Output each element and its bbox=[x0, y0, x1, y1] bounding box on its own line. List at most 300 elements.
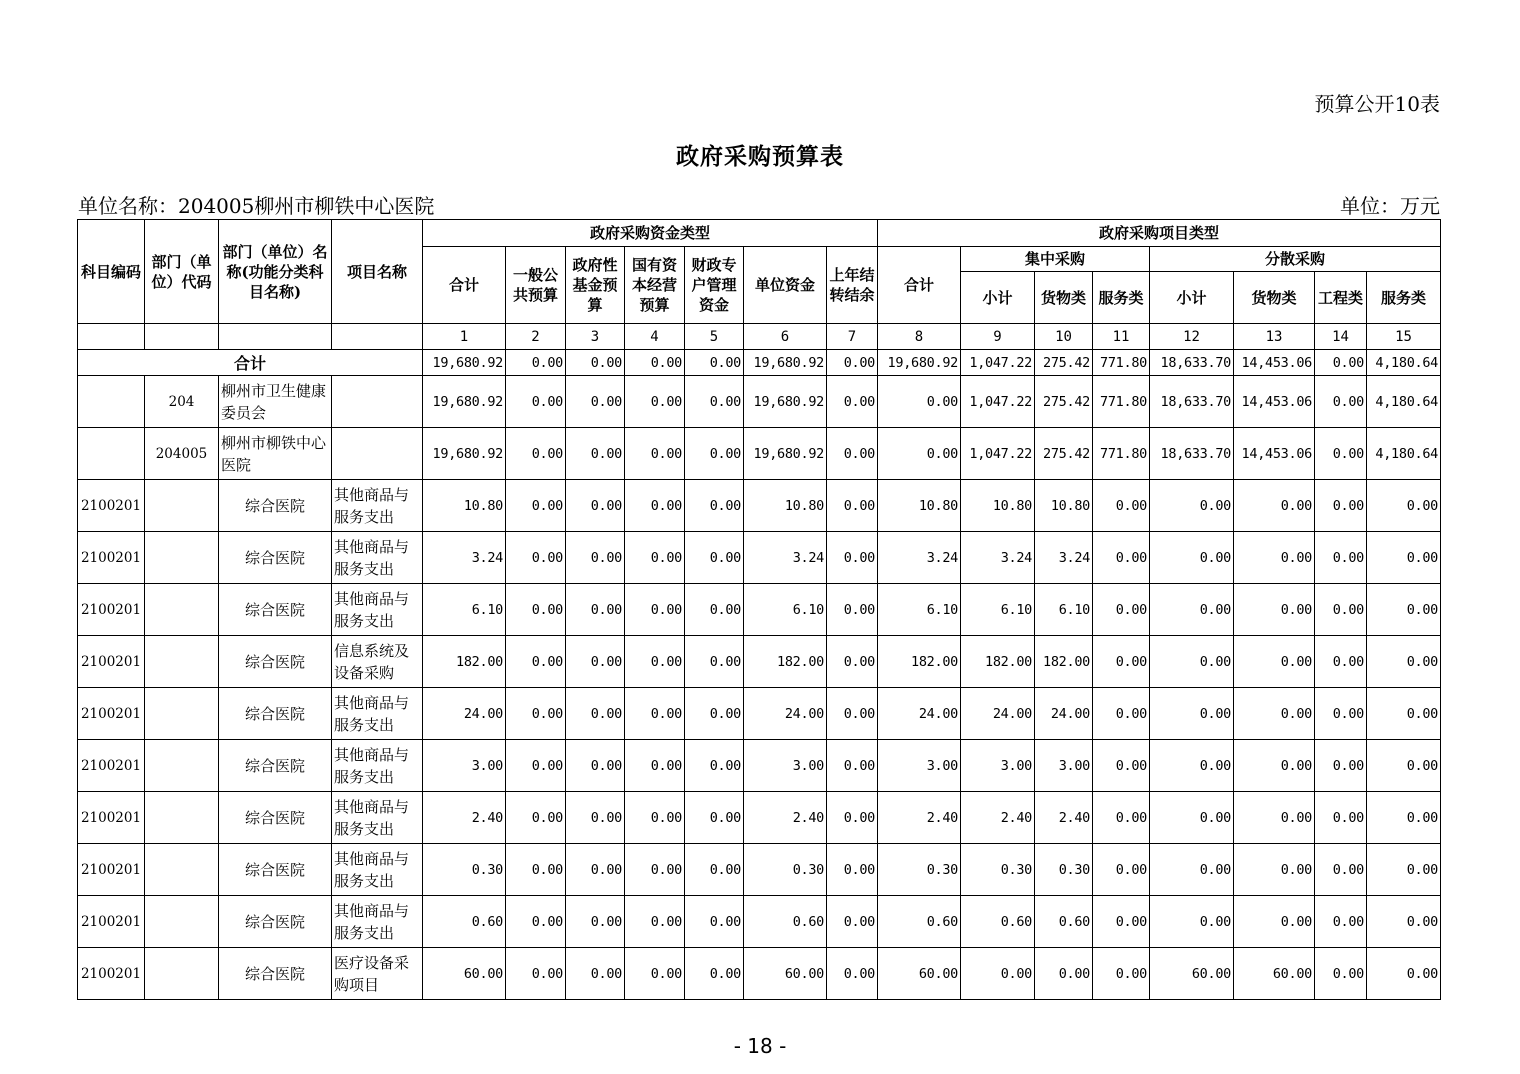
column-number: 15 bbox=[1367, 324, 1441, 350]
value-cell: 0.00 bbox=[1367, 792, 1441, 844]
project-name-cell bbox=[332, 428, 423, 480]
header-central-services: 服务类 bbox=[1093, 272, 1150, 324]
value-cell: 24.00 bbox=[423, 688, 506, 740]
value-cell: 0.00 bbox=[566, 532, 625, 584]
total-value: 1,047.22 bbox=[961, 350, 1035, 376]
value-cell: 0.00 bbox=[1093, 948, 1150, 1000]
value-cell: 19,680.92 bbox=[423, 376, 506, 428]
value-cell: 0.00 bbox=[1315, 376, 1367, 428]
table-row bbox=[78, 740, 1441, 792]
value-cell: 0.00 bbox=[878, 376, 961, 428]
value-cell: 0.00 bbox=[1234, 584, 1315, 636]
value-cell: 0.00 bbox=[961, 948, 1035, 1000]
value-cell: 0.00 bbox=[1367, 948, 1441, 1000]
dept-name-cell: 柳州市卫生健康委员会 bbox=[219, 376, 332, 428]
value-cell: 0.00 bbox=[1315, 688, 1367, 740]
header-dispersed-procurement: 分散采购 bbox=[1150, 247, 1441, 272]
value-cell: 3.00 bbox=[1035, 740, 1093, 792]
header-project-name: 项目名称 bbox=[332, 220, 423, 324]
subject-code-cell: 2100201 bbox=[78, 480, 145, 532]
value-cell: 0.00 bbox=[506, 688, 566, 740]
header-general-budget: 一般公共预算 bbox=[506, 247, 566, 324]
subject-code-cell: 2100201 bbox=[78, 792, 145, 844]
subject-code-cell: 2100201 bbox=[78, 740, 145, 792]
value-cell: 0.00 bbox=[506, 948, 566, 1000]
value-cell: 0.00 bbox=[685, 740, 744, 792]
value-cell: 1,047.22 bbox=[961, 376, 1035, 428]
total-value: 0.00 bbox=[685, 350, 744, 376]
value-cell: 0.00 bbox=[1150, 792, 1234, 844]
value-cell: 0.00 bbox=[827, 532, 878, 584]
column-number: 14 bbox=[1315, 324, 1367, 350]
value-cell: 0.00 bbox=[1234, 688, 1315, 740]
table-row bbox=[78, 896, 1441, 948]
value-cell: 0.00 bbox=[1367, 532, 1441, 584]
value-cell: 24.00 bbox=[744, 688, 827, 740]
value-cell: 2.40 bbox=[961, 792, 1035, 844]
column-number: 2 bbox=[506, 324, 566, 350]
column-number: 4 bbox=[625, 324, 685, 350]
value-cell: 0.00 bbox=[827, 896, 878, 948]
value-cell: 6.10 bbox=[961, 584, 1035, 636]
dept-name-cell: 综合医院 bbox=[219, 688, 332, 740]
value-cell: 0.00 bbox=[827, 740, 878, 792]
project-name-cell: 其他商品与服务支出 bbox=[332, 688, 423, 740]
project-name-cell: 其他商品与服务支出 bbox=[332, 740, 423, 792]
unit-name: 单位名称：204005柳州市柳铁中心医院 bbox=[78, 194, 435, 218]
value-cell: 0.00 bbox=[685, 376, 744, 428]
value-cell: 6.10 bbox=[423, 584, 506, 636]
value-cell: 0.00 bbox=[566, 844, 625, 896]
header-project-type-group: 政府采购项目类型 bbox=[878, 220, 1441, 247]
value-cell: 3.24 bbox=[878, 532, 961, 584]
page-number: - 18 - bbox=[733, 1034, 787, 1058]
column-number: 5 bbox=[685, 324, 744, 350]
value-cell: 0.00 bbox=[625, 688, 685, 740]
dept-code-cell bbox=[145, 740, 219, 792]
value-cell: 0.00 bbox=[685, 688, 744, 740]
value-cell: 0.60 bbox=[1035, 896, 1093, 948]
dept-code-cell bbox=[145, 792, 219, 844]
value-cell: 0.00 bbox=[1315, 636, 1367, 688]
value-cell: 0.00 bbox=[1367, 844, 1441, 896]
dept-name-cell: 综合医院 bbox=[219, 948, 332, 1000]
value-cell: 0.00 bbox=[1150, 740, 1234, 792]
value-cell: 0.00 bbox=[1315, 844, 1367, 896]
value-cell: 0.00 bbox=[1150, 584, 1234, 636]
value-cell: 6.10 bbox=[878, 584, 961, 636]
value-cell: 0.00 bbox=[1234, 480, 1315, 532]
dept-code-cell bbox=[145, 480, 219, 532]
dept-code-cell bbox=[145, 636, 219, 688]
subject-code-cell: 2100201 bbox=[78, 896, 145, 948]
value-cell: 0.00 bbox=[1093, 636, 1150, 688]
value-cell: 3.00 bbox=[744, 740, 827, 792]
value-cell: 0.00 bbox=[685, 480, 744, 532]
header-dispersed-subtotal: 小计 bbox=[1150, 272, 1234, 324]
value-cell: 0.00 bbox=[506, 896, 566, 948]
value-cell: 18,633.70 bbox=[1150, 428, 1234, 480]
value-cell: 771.80 bbox=[1093, 428, 1150, 480]
value-cell: 0.00 bbox=[1315, 740, 1367, 792]
header-carryover: 上年结转结余 bbox=[827, 247, 878, 324]
column-number: 13 bbox=[1234, 324, 1315, 350]
value-cell: 0.00 bbox=[827, 792, 878, 844]
dept-code-cell bbox=[145, 896, 219, 948]
value-cell: 0.00 bbox=[1367, 688, 1441, 740]
value-cell: 0.00 bbox=[566, 948, 625, 1000]
value-cell: 0.00 bbox=[566, 584, 625, 636]
value-cell: 10.80 bbox=[423, 480, 506, 532]
dept-name-cell: 综合医院 bbox=[219, 584, 332, 636]
total-value: 19,680.92 bbox=[744, 350, 827, 376]
value-cell: 0.00 bbox=[625, 532, 685, 584]
value-cell: 3.24 bbox=[1035, 532, 1093, 584]
dept-code-cell: 204005 bbox=[145, 428, 219, 480]
value-cell: 3.24 bbox=[423, 532, 506, 584]
value-cell: 0.00 bbox=[1315, 532, 1367, 584]
value-cell: 0.00 bbox=[1315, 428, 1367, 480]
header-dispersed-goods: 货物类 bbox=[1234, 272, 1315, 324]
total-value: 19,680.92 bbox=[878, 350, 961, 376]
value-cell: 0.00 bbox=[566, 688, 625, 740]
table-row bbox=[78, 480, 1441, 532]
project-name-cell: 其他商品与服务支出 bbox=[332, 532, 423, 584]
project-name-cell: 其他商品与服务支出 bbox=[332, 896, 423, 948]
value-cell: 0.00 bbox=[1093, 584, 1150, 636]
dept-name-cell: 综合医院 bbox=[219, 740, 332, 792]
header-central-subtotal: 小计 bbox=[961, 272, 1035, 324]
value-cell: 0.00 bbox=[625, 428, 685, 480]
value-cell: 0.00 bbox=[1150, 844, 1234, 896]
value-cell: 0.00 bbox=[1093, 688, 1150, 740]
value-cell: 0.30 bbox=[961, 844, 1035, 896]
header-subject-code: 科目编码 bbox=[78, 220, 145, 324]
value-cell: 0.00 bbox=[1315, 584, 1367, 636]
value-cell: 60.00 bbox=[1150, 948, 1234, 1000]
value-cell: 0.00 bbox=[1150, 896, 1234, 948]
value-cell: 60.00 bbox=[878, 948, 961, 1000]
value-cell: 0.00 bbox=[625, 376, 685, 428]
table-row bbox=[78, 792, 1441, 844]
value-cell: 0.00 bbox=[1315, 480, 1367, 532]
subject-code-cell: 2100201 bbox=[78, 584, 145, 636]
value-cell: 2.40 bbox=[744, 792, 827, 844]
value-cell: 182.00 bbox=[744, 636, 827, 688]
value-cell: 0.00 bbox=[1150, 636, 1234, 688]
value-cell: 0.00 bbox=[506, 636, 566, 688]
value-cell: 0.00 bbox=[1234, 636, 1315, 688]
value-cell: 3.00 bbox=[961, 740, 1035, 792]
value-cell: 0.00 bbox=[625, 948, 685, 1000]
value-cell: 0.00 bbox=[1367, 896, 1441, 948]
value-cell: 0.00 bbox=[566, 428, 625, 480]
value-cell: 0.00 bbox=[1093, 792, 1150, 844]
column-number-row bbox=[78, 324, 1441, 350]
value-cell: 0.00 bbox=[827, 584, 878, 636]
dept-code-cell bbox=[145, 584, 219, 636]
value-cell: 0.00 bbox=[1315, 792, 1367, 844]
value-cell: 0.00 bbox=[566, 636, 625, 688]
subject-code-cell: 2100201 bbox=[78, 636, 145, 688]
project-name-cell bbox=[332, 376, 423, 428]
value-cell: 0.00 bbox=[1315, 896, 1367, 948]
value-cell: 0.00 bbox=[625, 896, 685, 948]
value-cell: 0.00 bbox=[1150, 480, 1234, 532]
dept-code-cell bbox=[145, 948, 219, 1000]
value-cell: 0.00 bbox=[566, 896, 625, 948]
table-row bbox=[78, 428, 1441, 480]
value-cell: 0.00 bbox=[506, 480, 566, 532]
column-number: 1 bbox=[423, 324, 506, 350]
value-cell: 182.00 bbox=[878, 636, 961, 688]
value-cell: 0.00 bbox=[827, 948, 878, 1000]
value-cell: 24.00 bbox=[1035, 688, 1093, 740]
header-project-total: 合计 bbox=[878, 247, 961, 324]
value-cell: 0.00 bbox=[1234, 844, 1315, 896]
dept-name-cell: 综合医院 bbox=[219, 896, 332, 948]
value-cell: 10.80 bbox=[1035, 480, 1093, 532]
value-cell: 6.10 bbox=[1035, 584, 1093, 636]
total-value: 4,180.64 bbox=[1367, 350, 1441, 376]
column-number: 6 bbox=[744, 324, 827, 350]
value-cell: 0.00 bbox=[506, 532, 566, 584]
header-gov-fund-budget: 政府性基金预算 bbox=[566, 247, 625, 324]
value-cell: 19,680.92 bbox=[744, 376, 827, 428]
total-value: 19,680.92 bbox=[423, 350, 506, 376]
value-cell: 0.00 bbox=[506, 740, 566, 792]
header-dept-name: 部门（单位）名称(功能分类科目名称) bbox=[219, 220, 332, 324]
total-value: 0.00 bbox=[506, 350, 566, 376]
column-number: 3 bbox=[566, 324, 625, 350]
value-cell: 0.00 bbox=[827, 688, 878, 740]
value-cell: 4,180.64 bbox=[1367, 376, 1441, 428]
value-cell: 0.60 bbox=[744, 896, 827, 948]
table-row bbox=[78, 532, 1441, 584]
total-value: 771.80 bbox=[1093, 350, 1150, 376]
value-cell: 0.00 bbox=[685, 844, 744, 896]
value-cell: 0.00 bbox=[1234, 792, 1315, 844]
project-name-cell: 其他商品与服务支出 bbox=[332, 844, 423, 896]
table-number-label: 预算公开10表 bbox=[1314, 92, 1440, 116]
value-cell: 0.00 bbox=[506, 584, 566, 636]
value-cell: 24.00 bbox=[878, 688, 961, 740]
value-cell: 0.00 bbox=[625, 844, 685, 896]
value-cell: 3.00 bbox=[878, 740, 961, 792]
dept-name-cell: 综合医院 bbox=[219, 844, 332, 896]
value-cell: 0.00 bbox=[827, 844, 878, 896]
subject-code-cell: 2100201 bbox=[78, 948, 145, 1000]
value-cell: 0.00 bbox=[566, 740, 625, 792]
table-row bbox=[78, 376, 1441, 428]
value-cell: 0.00 bbox=[685, 532, 744, 584]
value-cell: 0.30 bbox=[1035, 844, 1093, 896]
header-dept-code: 部门（单位）代码 bbox=[145, 220, 219, 324]
value-cell: 14,453.06 bbox=[1234, 376, 1315, 428]
value-cell: 0.00 bbox=[827, 636, 878, 688]
total-value: 0.00 bbox=[1315, 350, 1367, 376]
value-cell: 10.80 bbox=[744, 480, 827, 532]
value-cell: 0.00 bbox=[566, 376, 625, 428]
value-cell: 0.00 bbox=[566, 792, 625, 844]
table-row bbox=[78, 636, 1441, 688]
value-cell: 0.00 bbox=[625, 792, 685, 844]
total-value: 0.00 bbox=[566, 350, 625, 376]
currency-unit-label: 单位：万元 bbox=[1340, 194, 1440, 218]
value-cell: 3.00 bbox=[423, 740, 506, 792]
value-cell: 24.00 bbox=[961, 688, 1035, 740]
value-cell: 0.00 bbox=[685, 896, 744, 948]
value-cell: 0.00 bbox=[1093, 896, 1150, 948]
value-cell: 0.00 bbox=[1367, 480, 1441, 532]
value-cell: 0.00 bbox=[1234, 740, 1315, 792]
value-cell: 0.00 bbox=[1367, 636, 1441, 688]
value-cell: 0.00 bbox=[506, 844, 566, 896]
value-cell: 3.24 bbox=[744, 532, 827, 584]
value-cell: 0.00 bbox=[1035, 948, 1093, 1000]
header-central-procurement: 集中采购 bbox=[961, 247, 1150, 272]
value-cell: 0.00 bbox=[1150, 688, 1234, 740]
subject-code-cell: 2100201 bbox=[78, 844, 145, 896]
value-cell: 0.00 bbox=[1367, 740, 1441, 792]
value-cell: 0.00 bbox=[506, 428, 566, 480]
value-cell: 10.80 bbox=[961, 480, 1035, 532]
subject-code-cell bbox=[78, 428, 145, 480]
value-cell: 0.00 bbox=[827, 428, 878, 480]
column-number: 7 bbox=[827, 324, 878, 350]
value-cell: 1,047.22 bbox=[961, 428, 1035, 480]
value-cell: 0.00 bbox=[625, 740, 685, 792]
table-row bbox=[78, 584, 1441, 636]
value-cell: 0.00 bbox=[1093, 532, 1150, 584]
value-cell: 0.00 bbox=[1367, 584, 1441, 636]
value-cell: 0.00 bbox=[566, 480, 625, 532]
value-cell: 14,453.06 bbox=[1234, 428, 1315, 480]
total-value: 0.00 bbox=[625, 350, 685, 376]
header-state-capital-budget: 国有资本经营预算 bbox=[625, 247, 685, 324]
value-cell: 4,180.64 bbox=[1367, 428, 1441, 480]
value-cell: 182.00 bbox=[961, 636, 1035, 688]
value-cell: 60.00 bbox=[744, 948, 827, 1000]
value-cell: 2.40 bbox=[1035, 792, 1093, 844]
value-cell: 0.00 bbox=[685, 636, 744, 688]
value-cell: 0.00 bbox=[1150, 532, 1234, 584]
value-cell: 0.00 bbox=[685, 792, 744, 844]
value-cell: 2.40 bbox=[878, 792, 961, 844]
dept-name-cell: 柳州市柳铁中心医院 bbox=[219, 428, 332, 480]
value-cell: 182.00 bbox=[423, 636, 506, 688]
column-number: 9 bbox=[961, 324, 1035, 350]
value-cell: 19,680.92 bbox=[423, 428, 506, 480]
column-number: 8 bbox=[878, 324, 961, 350]
value-cell: 6.10 bbox=[744, 584, 827, 636]
value-cell: 0.30 bbox=[744, 844, 827, 896]
total-label: 合计 bbox=[78, 350, 423, 376]
document-title: 政府采购预算表 bbox=[676, 143, 844, 170]
project-name-cell: 其他商品与服务支出 bbox=[332, 584, 423, 636]
value-cell: 771.80 bbox=[1093, 376, 1150, 428]
value-cell: 0.00 bbox=[625, 636, 685, 688]
value-cell: 182.00 bbox=[1035, 636, 1093, 688]
value-cell: 0.00 bbox=[685, 428, 744, 480]
column-number: 12 bbox=[1150, 324, 1234, 350]
value-cell: 275.42 bbox=[1035, 376, 1093, 428]
value-cell: 0.60 bbox=[961, 896, 1035, 948]
total-row bbox=[78, 350, 1441, 376]
value-cell: 18,633.70 bbox=[1150, 376, 1234, 428]
table-row bbox=[78, 688, 1441, 740]
value-cell: 0.00 bbox=[1315, 948, 1367, 1000]
procurement-budget-table bbox=[77, 219, 1441, 1000]
subject-code-cell: 2100201 bbox=[78, 688, 145, 740]
table-row bbox=[78, 948, 1441, 1000]
project-name-cell: 其他商品与服务支出 bbox=[332, 792, 423, 844]
value-cell: 0.00 bbox=[1093, 844, 1150, 896]
column-number: 11 bbox=[1093, 324, 1150, 350]
value-cell: 0.00 bbox=[506, 792, 566, 844]
value-cell: 3.24 bbox=[961, 532, 1035, 584]
total-value: 14,453.06 bbox=[1234, 350, 1315, 376]
value-cell: 0.00 bbox=[878, 428, 961, 480]
value-cell: 0.00 bbox=[827, 376, 878, 428]
header-unit-fund: 单位资金 bbox=[744, 247, 827, 324]
value-cell: 0.00 bbox=[625, 584, 685, 636]
dept-code-cell bbox=[145, 688, 219, 740]
value-cell: 0.00 bbox=[625, 480, 685, 532]
column-number: 10 bbox=[1035, 324, 1093, 350]
value-cell: 60.00 bbox=[1234, 948, 1315, 1000]
value-cell: 0.00 bbox=[1234, 532, 1315, 584]
total-value: 0.00 bbox=[827, 350, 878, 376]
value-cell: 0.00 bbox=[685, 948, 744, 1000]
subject-code-cell bbox=[78, 376, 145, 428]
value-cell: 0.00 bbox=[1093, 740, 1150, 792]
table-row bbox=[78, 844, 1441, 896]
value-cell: 19,680.92 bbox=[744, 428, 827, 480]
value-cell: 0.30 bbox=[423, 844, 506, 896]
total-value: 275.42 bbox=[1035, 350, 1093, 376]
dept-code-cell: 204 bbox=[145, 376, 219, 428]
header-dispersed-services: 服务类 bbox=[1367, 272, 1441, 324]
value-cell: 0.60 bbox=[878, 896, 961, 948]
project-name-cell: 信息系统及设备采购 bbox=[332, 636, 423, 688]
value-cell: 2.40 bbox=[423, 792, 506, 844]
dept-name-cell: 综合医院 bbox=[219, 636, 332, 688]
dept-name-cell: 综合医院 bbox=[219, 480, 332, 532]
value-cell: 0.00 bbox=[685, 584, 744, 636]
header-fund-type-group: 政府采购资金类型 bbox=[423, 220, 878, 247]
value-cell: 0.00 bbox=[506, 376, 566, 428]
header-fund-total: 合计 bbox=[423, 247, 506, 324]
total-value: 18,633.70 bbox=[1150, 350, 1234, 376]
dept-code-cell bbox=[145, 844, 219, 896]
value-cell: 0.30 bbox=[878, 844, 961, 896]
dept-code-cell bbox=[145, 532, 219, 584]
value-cell: 10.80 bbox=[878, 480, 961, 532]
header-dispersed-engineering: 工程类 bbox=[1315, 272, 1367, 324]
header-central-goods: 货物类 bbox=[1035, 272, 1093, 324]
value-cell: 0.00 bbox=[1234, 896, 1315, 948]
value-cell: 275.42 bbox=[1035, 428, 1093, 480]
subject-code-cell: 2100201 bbox=[78, 532, 145, 584]
value-cell: 0.60 bbox=[423, 896, 506, 948]
value-cell: 0.00 bbox=[1093, 480, 1150, 532]
header-special-account-fund: 财政专户管理资金 bbox=[685, 247, 744, 324]
dept-name-cell: 综合医院 bbox=[219, 792, 332, 844]
value-cell: 60.00 bbox=[423, 948, 506, 1000]
dept-name-cell: 综合医院 bbox=[219, 532, 332, 584]
value-cell: 0.00 bbox=[827, 480, 878, 532]
